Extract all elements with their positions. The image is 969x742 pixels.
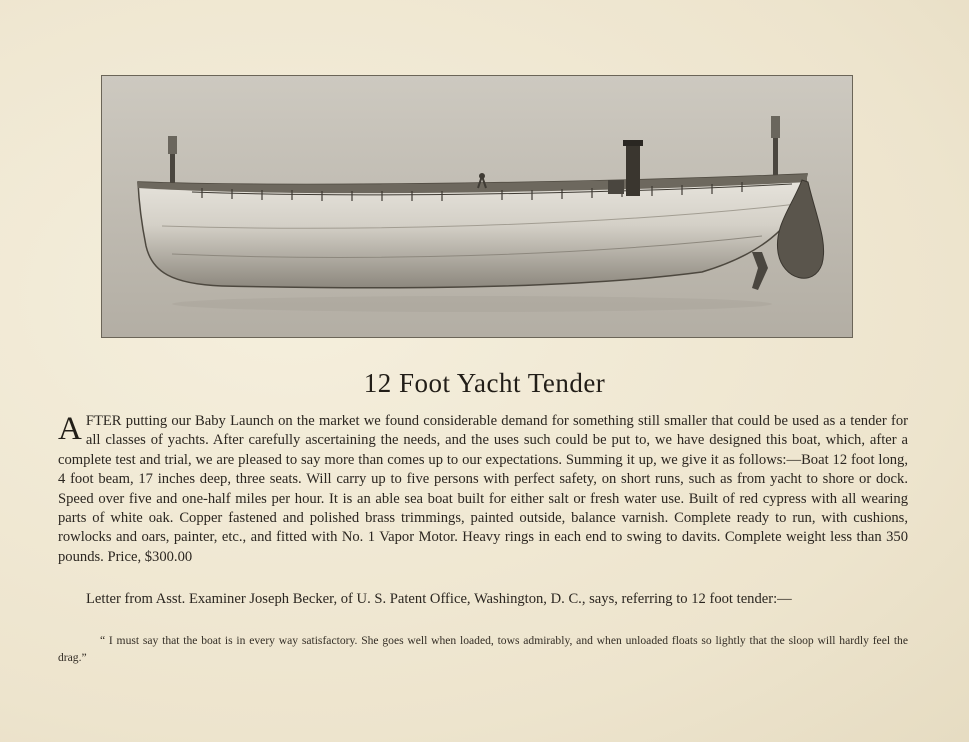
yacht-tender-illustration	[102, 76, 852, 337]
drop-cap: A	[58, 411, 82, 447]
page-title: 12 Foot Yacht Tender	[363, 368, 606, 398]
testimonial-quote: “ I must say that the boat is in every way satisfactory. She goes well when loaded, tows admirably, and when unloaded floats so lightly that the sloop will hardly feel the drag.”	[58, 634, 908, 664]
boat-photograph	[101, 75, 853, 338]
description-text: FTER putting our Baby Launch on the market we found considerable demand for something still smaller that could be used as a tender for all classes of yachts. After carefully ascertaining the needs, and the uses such could be put to, we have designed this boat, which, after a complete test and trial, we are pleased to say more than comes up to our expectations. Summing it up, we give it as follows:—Boat 12 foot long, 4 foot beam, 17 inches deep, three seats. Will carry up to five persons with perfect safety, on short runs, such as from yacht to shore or dock. Speed over five and one-half miles per hour. It is an able sea boat built for either salt or fresh water use. Built of red cypress with all wearing parts of white oak. Copper fastened and polished brass trimmings, painted outside, balance varnish. Complete ready to run, with cushions, rowlocks and oars, painter, etc., and fitted with No. 1 Vapor Motor. Heavy rings in each end to swing to davits. Complete weight less than 350 pounds. Price, $300.00	[58, 413, 908, 565]
motor-stack	[626, 142, 640, 196]
testimonial-intro: Letter from Asst. Examiner Joseph Becker, of U. S. Patent Office, Washington, D. C., says, referring to 12 foot tender:—	[86, 591, 792, 607]
description-paragraph	[58, 412, 908, 567]
